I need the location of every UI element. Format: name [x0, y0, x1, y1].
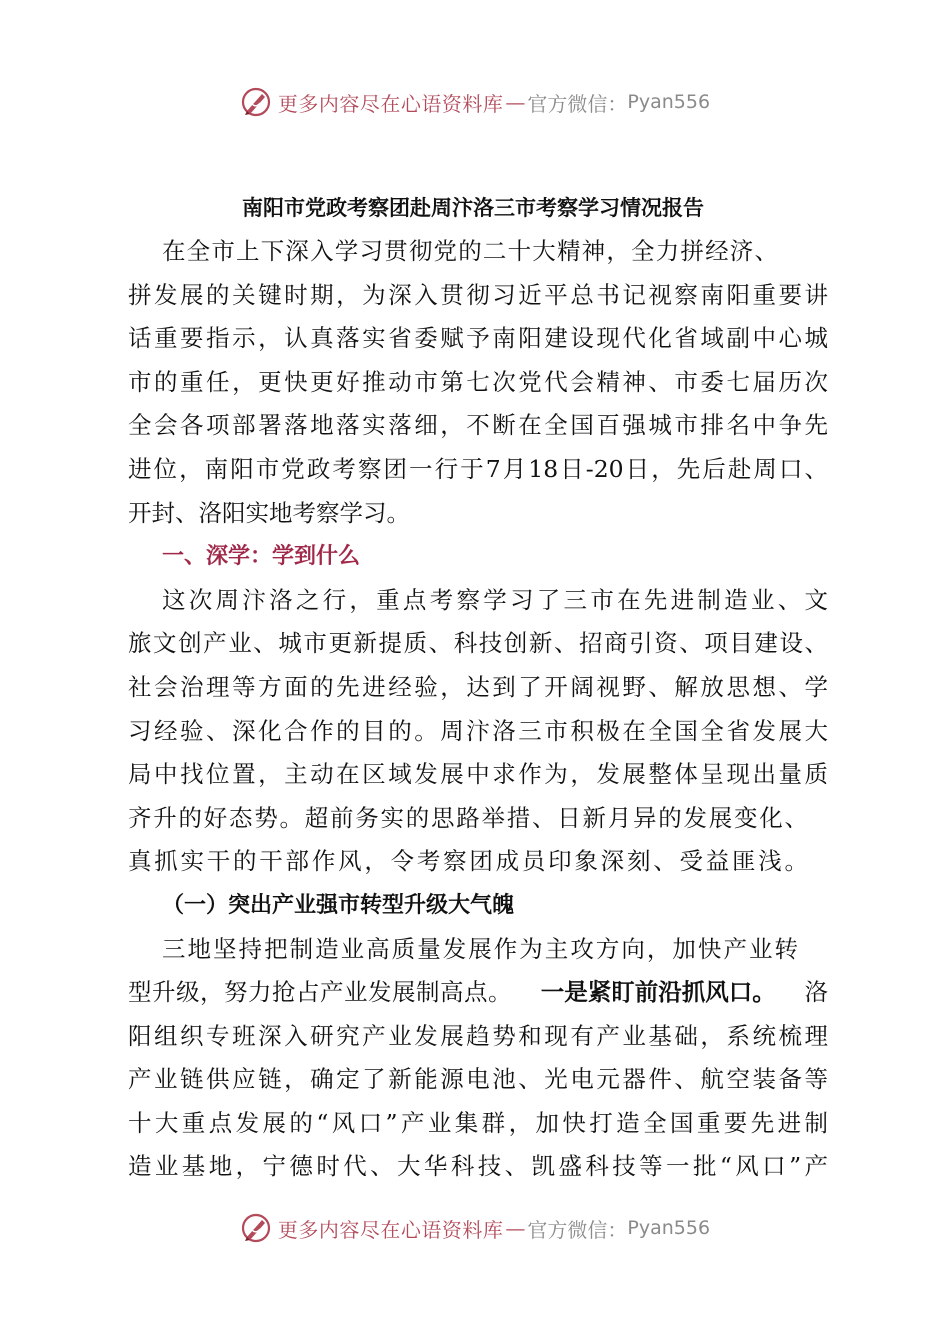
text-line: 三地坚持把制造业高质量发展作为主攻方向，加快产业转	[162, 934, 798, 963]
text-line: 造业基地，宁德时代、大华科技、凯盛科技等一批“风口”产	[128, 1152, 828, 1181]
text-span: 洛	[804, 978, 828, 1007]
banner-text: 更多内容尽在心语资料库	[277, 1217, 504, 1242]
banner-text: 更多内容尽在心语资料库	[277, 91, 504, 116]
banner-label: 官方微信：	[527, 1217, 628, 1242]
pen-logo-icon	[240, 86, 272, 118]
bold-lead-phrase: 一是紧盯前沿抓风口。	[540, 978, 776, 1007]
text-line: 习经验、深化合作的目的。周汴洛三市积极在全国全省发展大	[128, 716, 828, 745]
text-line: 话重要指示，认真落实省委赋予南阳建设现代化省域副中心城	[128, 324, 828, 353]
text-line: 社会治理等方面的先进经验，达到了开阔视野、解放思想、学	[128, 672, 828, 701]
text-line: 十大重点发展的“风口”产业集群，加快打造全国重要先进制	[128, 1108, 828, 1137]
document-title: 南阳市党政考察团赴周汴洛三市考察学习情况报告	[242, 195, 704, 220]
header-watermark-banner	[0, 82, 950, 122]
text-line: 局中找位置，主动在区域发展中求作为，发展整体呈现出量质	[128, 760, 828, 789]
text-line: 阳组织专班深入研究产业发展趋势和现有产业基础，系统梳理	[128, 1021, 828, 1050]
banner-label: 官方微信：	[527, 91, 628, 116]
paragraph-subsection-1	[128, 928, 828, 1190]
text-line: 旅文创产业、城市更新提质、科技创新、招商引资、项目建设、	[128, 629, 828, 658]
document-body	[128, 186, 828, 1189]
subsection-heading-1: （一）突出产业强市转型升级大气魄	[162, 891, 515, 918]
text-line	[128, 971, 828, 1015]
text-line: 这次周汴洛之行，重点考察学习了三市在先进制造业、文	[162, 585, 828, 614]
paragraph-intro	[128, 230, 828, 535]
text-line: 在全市上下深入学习贯彻党的二十大精神，全力拼经济、	[162, 237, 778, 265]
text-line: 开封、洛阳实地考察学习。	[128, 498, 410, 527]
paragraph-section-1	[128, 579, 828, 884]
section-heading-1: 一、深学：学到什么	[162, 543, 361, 570]
banner-separator: —	[505, 90, 526, 114]
text-line: 市的重任，更快更好推动市第七次党代会精神、市委七届历次	[128, 367, 828, 396]
text-line: 齐升的好态势。超前务实的思路举措、日新月异的发展变化、	[128, 803, 808, 832]
pen-logo-icon	[240, 1212, 272, 1244]
text-line: 全会各项部署落地落实落细，不断在全国百强城市排名中争先	[128, 411, 828, 440]
banner-separator: —	[505, 1216, 526, 1240]
text-line: 产业链供应链，确定了新能源电池、光电元器件、航空装备等	[128, 1065, 828, 1094]
text-span: 型升级，努力抢占产业发展制高点。	[128, 978, 512, 1007]
banner-wechat-id: Pyan556	[627, 91, 711, 113]
footer-watermark-banner	[0, 1208, 950, 1248]
text-line: 真抓实干的干部作风，令考察团成员印象深刻、受益匪浅。	[128, 847, 808, 876]
text-line: 拼发展的关键时期，为深入贯彻习近平总书记视察南阳重要讲	[128, 280, 828, 309]
text-line: 进位，南阳市党政考察团一行于7月18日-20日，先后赴周口、	[128, 454, 828, 483]
banner-wechat-id: Pyan556	[627, 1217, 711, 1239]
